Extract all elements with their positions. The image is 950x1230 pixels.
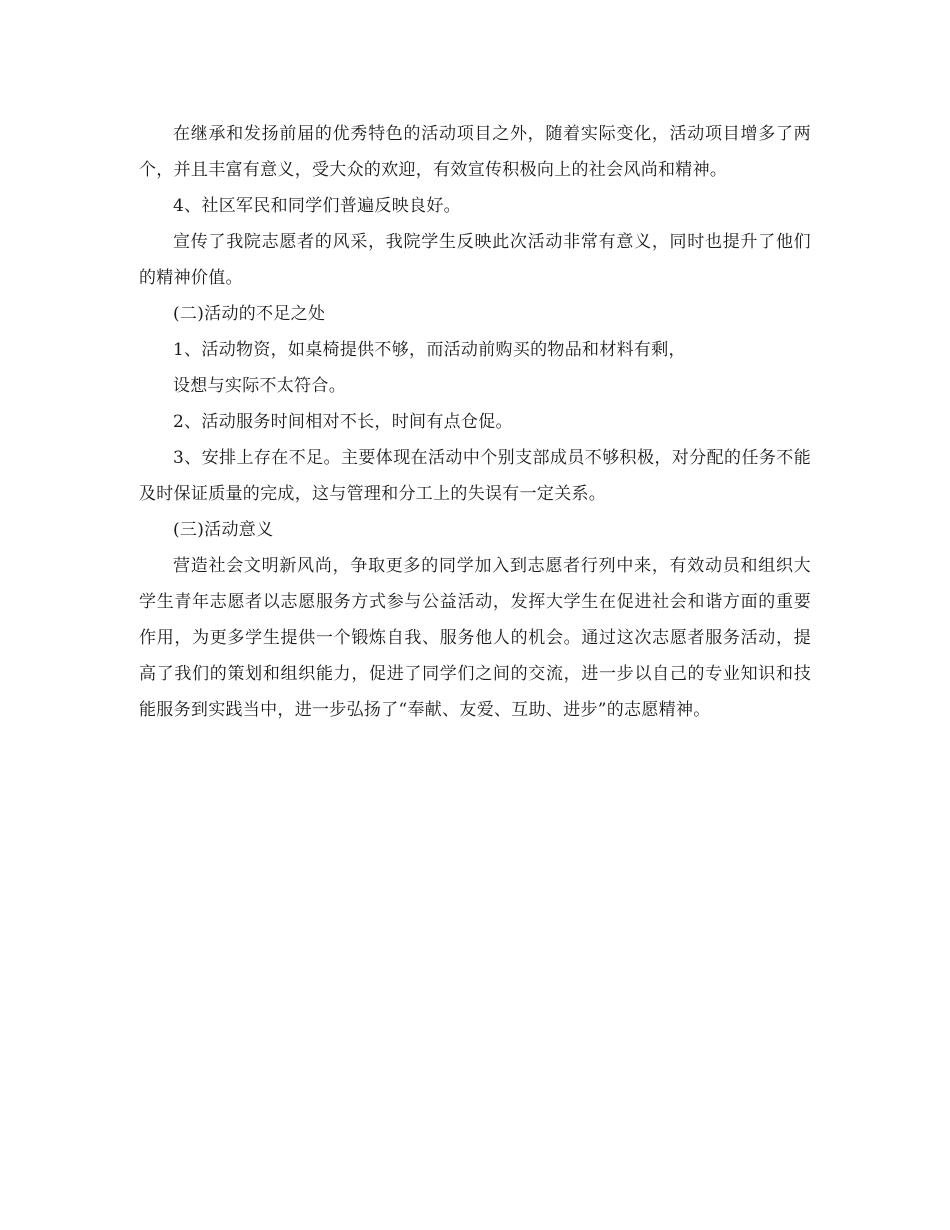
paragraph: 在继承和发扬前届的优秀特色的活动项目之外，随着实际变化，活动项目增多了两个，并且丰富有意义，受大众的欢迎，有效宣传积极向上的社会风尚和精神。 bbox=[139, 124, 811, 180]
section-heading: (二)活动的不足之处 bbox=[173, 304, 326, 324]
section-heading: (三)活动意义 bbox=[173, 520, 274, 540]
paragraph: 2、活动服务时间相对不长，时间有点仓促。 bbox=[173, 412, 513, 432]
paragraph: 宣传了我院志愿者的风采，我院学生反映此次活动非常有意义，同时也提升了他们的精神价值。 bbox=[139, 232, 811, 288]
paragraph: 4、社区军民和同学们普遍反映良好。 bbox=[173, 196, 461, 216]
paragraph: 1、活动物资，如桌椅提供不够，而活动前购买的物品和材料有剩， bbox=[173, 340, 686, 360]
paragraph: 营造社会文明新风尚，争取更多的同学加入到志愿者行列中来，有效动员和组织大学生青年志愿者以志愿服务方式参与公益活动，发挥大学生在促进社会和谐方面的重要作用，为更多学生提供一个锻炼自我、服务他人的机会。通过这次志愿者服务活动，提高了我们的策划和组织能力，促进了同学们之间的交流，进一步以自己的专业知识和技能服务到实践当中，进一步弘扬了“奉献、友爱、互助、进步”的志愿精神。 bbox=[139, 556, 811, 720]
paragraph: 3、安排上存在不足。主要体现在活动中个别支部成员不够积极，对分配的任务不能及时保证质量的完成，这与管理和分工上的失误有一定关系。 bbox=[139, 448, 811, 504]
paragraph: 设想与实际不太符合。 bbox=[173, 376, 346, 396]
document-body bbox=[139, 116, 811, 728]
